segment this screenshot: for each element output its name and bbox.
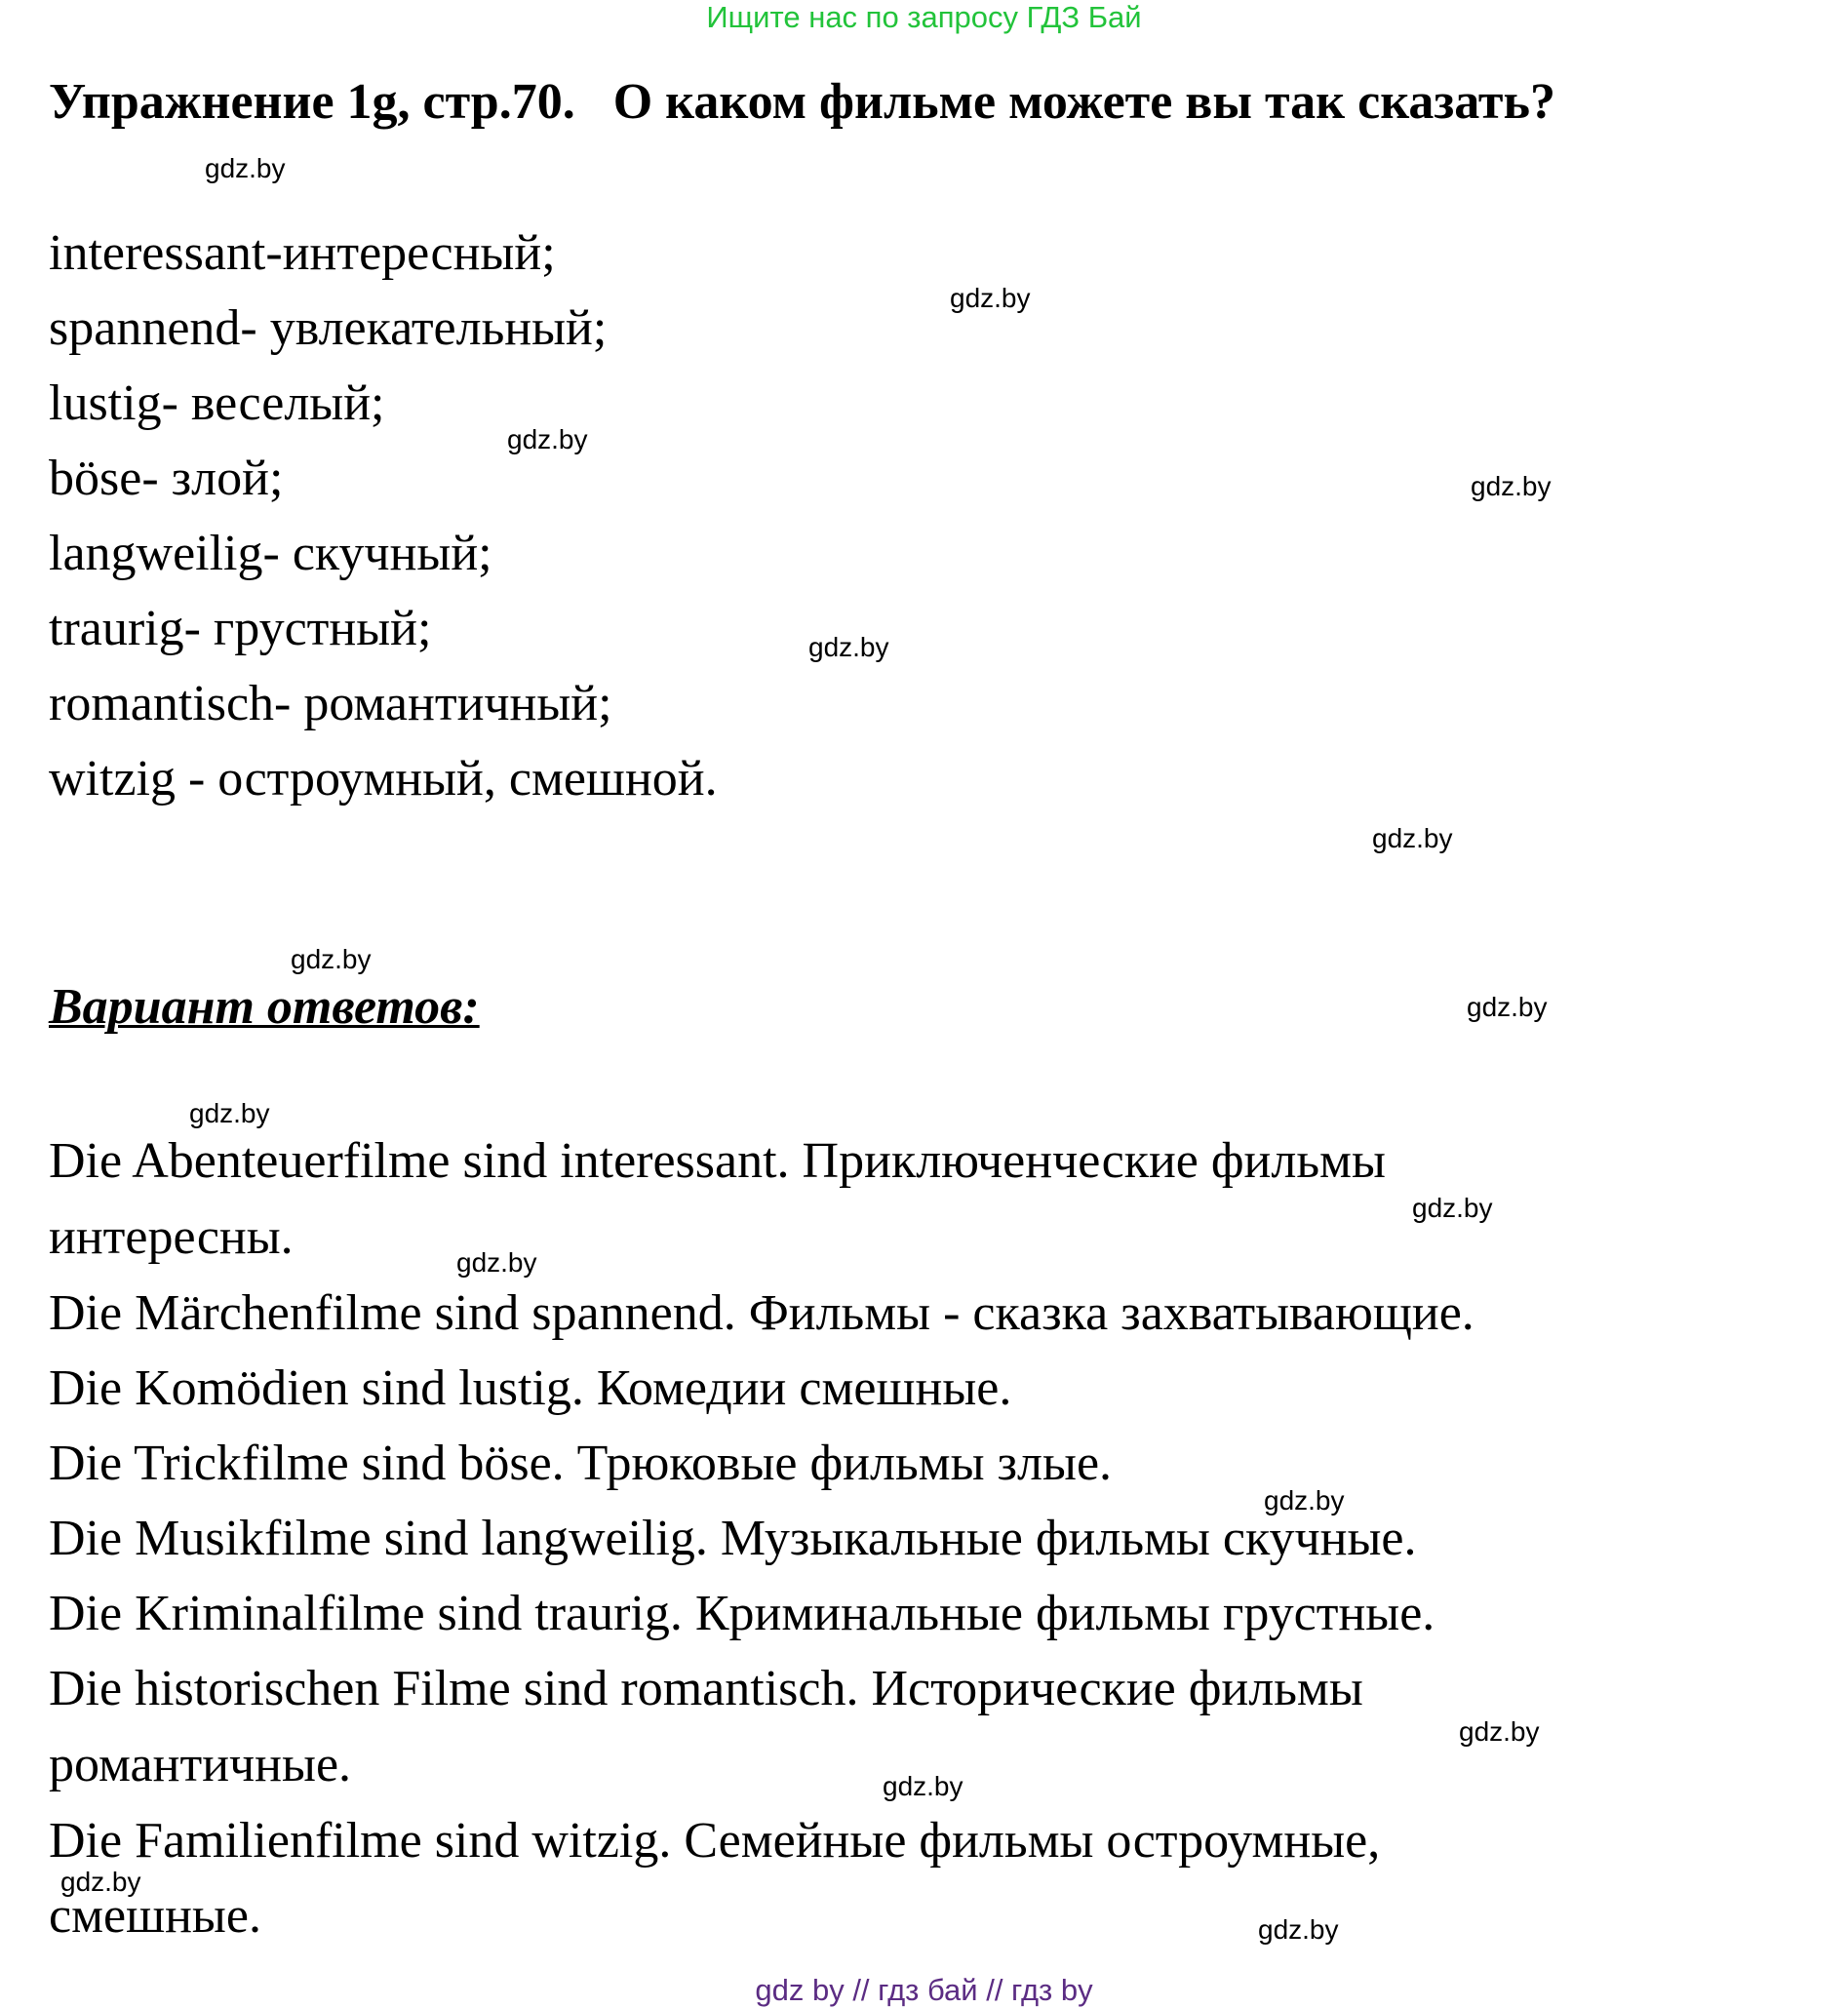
watermark: gdz.by <box>291 944 372 974</box>
answer-line: Die Kriminalfilme sind traurig. Криминальные фильмы грустные. <box>49 1586 1435 1641</box>
watermark: gdz.by <box>189 1098 270 1128</box>
answer-line: Die Märchenfilme sind spannend. Фильмы - сказка захватывающие. <box>49 1285 1474 1341</box>
watermark: gdz.by <box>808 632 889 662</box>
vocabulary-item: interessant-интересный; <box>49 225 556 281</box>
watermark: gdz.by <box>950 283 1031 313</box>
watermark: gdz.by <box>883 1771 963 1801</box>
watermark: gdz.by <box>1258 1914 1339 1945</box>
vocabulary-item: langweilig- скучный; <box>49 526 492 581</box>
answer-line: смешные. <box>49 1888 261 1944</box>
watermark: gdz.by <box>507 424 588 454</box>
answer-line: Die Musikfilme sind langweilig. Музыкальные фильмы скучные. <box>49 1511 1417 1566</box>
answer-line: Die historischen Filme sind romantisch. Исторические фильмы <box>49 1661 1363 1716</box>
watermark: gdz.by <box>205 153 286 183</box>
watermark: gdz.by <box>1467 992 1548 1022</box>
exercise-title: Упражнение 1g, стр.70. О каком фильме можете вы так сказать? <box>49 74 1555 130</box>
watermark: gdz.by <box>1264 1485 1345 1516</box>
vocabulary-item: witzig - остроумный, смешной. <box>49 751 718 807</box>
vocabulary-item: lustig- веселый; <box>49 375 385 431</box>
vocabulary-item: böse- злой; <box>49 451 284 506</box>
watermark: gdz.by <box>1412 1193 1493 1223</box>
vocabulary-item: spannend- увлекательный; <box>49 300 608 356</box>
answer-line: романтичные. <box>49 1737 352 1792</box>
vocabulary-item: romantisch- романтичный; <box>49 676 612 731</box>
watermark: gdz.by <box>1372 823 1453 853</box>
watermark: gdz.by <box>60 1867 141 1897</box>
search-banner: Ищите нас по запросу ГДЗ Бай <box>706 0 1142 34</box>
watermark: gdz.by <box>456 1247 537 1278</box>
watermark: gdz.by <box>1459 1716 1540 1747</box>
vocabulary-item: traurig- грустный; <box>49 601 432 656</box>
answer-line: Die Komödien sind lustig. Комедии смешные. <box>49 1360 1012 1416</box>
answer-line: интересны. <box>49 1209 294 1265</box>
answers-heading: Вариант ответов: <box>49 979 480 1035</box>
answer-line: Die Abenteuerfilme sind interessant. Приключенческие фильмы <box>49 1133 1386 1189</box>
answer-line: Die Trickfilme sind böse. Трюковые фильмы злые. <box>49 1436 1113 1491</box>
answer-line: Die Familienfilme sind witzig. Семейные фильмы остроумные, <box>49 1813 1381 1869</box>
watermark: gdz.by <box>1471 471 1552 501</box>
footer-links: gdz by // гдз бай // гдз by <box>755 1973 1093 2007</box>
